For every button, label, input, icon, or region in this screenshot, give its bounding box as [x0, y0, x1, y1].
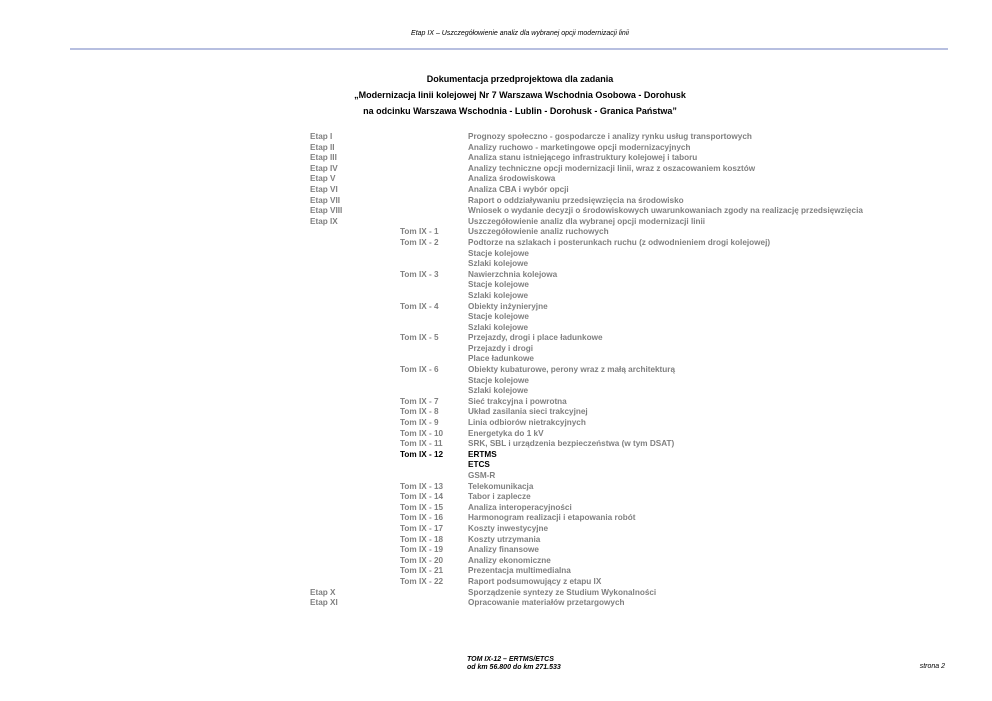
- list-item: [310, 365, 863, 376]
- list-item: [310, 164, 863, 175]
- volume-label: Tom IX - 8: [400, 407, 439, 417]
- list-item: [310, 206, 863, 217]
- list-item: [310, 323, 863, 334]
- item-title: Stacje kolejowe: [468, 248, 529, 258]
- stage-label: [310, 418, 400, 429]
- list-item: [310, 344, 863, 355]
- volume-label: [400, 249, 468, 260]
- item-title: Prognozy społeczno - gospodarcze i analizy rynku usług transportowych: [468, 132, 752, 141]
- list-item: [310, 407, 863, 418]
- volume-label: [400, 185, 468, 196]
- item-title: Analiza CBA i wybór opcji: [468, 184, 569, 194]
- list-item: [310, 185, 863, 196]
- volume-label: [400, 588, 468, 599]
- volume-label: [400, 217, 468, 228]
- volume-label: [400, 312, 468, 323]
- item-title: Stacje kolejowe: [468, 280, 529, 290]
- item-title: Analizy ruchowo - marketingowe opcji modernizacyjnych: [468, 142, 691, 152]
- stage-label: Etap V: [310, 174, 336, 184]
- title-line-2: „Modernizacja linii kolejowej Nr 7 Warszawa Wschodnia Osobowa - Dorohusk: [354, 90, 686, 100]
- item-title: Raport podsumowujący z etapu IX: [468, 576, 602, 586]
- list-item: [310, 143, 863, 154]
- item-title: Układ zasilania sieci trakcyjnej: [468, 407, 588, 417]
- item-title: Szlaki kolejowe: [468, 322, 529, 332]
- item-title: Analizy finansowe: [468, 545, 539, 555]
- stage-label: [310, 460, 400, 471]
- list-item: [310, 450, 863, 461]
- list-item: [310, 598, 863, 609]
- item-title: Tabor i zaplecze: [468, 492, 531, 502]
- item-title: Uszczegółowienie analiz dla wybranej opcji modernizacji linii: [468, 216, 706, 226]
- stage-label: [310, 386, 400, 397]
- volume-label: [400, 471, 468, 482]
- volume-label: Tom IX - 11: [400, 439, 443, 449]
- volume-label: Tom IX - 2: [400, 237, 439, 247]
- item-title: Linia odbiorów nietrakcyjnych: [468, 418, 586, 428]
- list-item: [310, 556, 863, 567]
- list-item: [310, 238, 863, 249]
- list-item: [310, 524, 863, 535]
- volume-label: [400, 291, 468, 302]
- volume-label: Tom IX - 13: [400, 481, 444, 491]
- volume-label: Tom IX - 15: [400, 502, 444, 512]
- list-item: [310, 577, 863, 588]
- volume-label: Tom IX - 19: [400, 545, 444, 555]
- stage-label: [310, 291, 400, 302]
- list-item: [310, 333, 863, 344]
- list-item: [310, 196, 863, 207]
- stage-label: [310, 535, 400, 546]
- list-item: [310, 354, 863, 365]
- list-item: [310, 302, 863, 313]
- item-title: Szlaki kolejowe: [468, 386, 529, 396]
- list-item: [310, 386, 863, 397]
- stage-label: [310, 450, 400, 461]
- item-title: ERTMS: [468, 449, 497, 459]
- list-item: [310, 312, 863, 323]
- list-item: [310, 259, 863, 270]
- stage-label: [310, 302, 400, 313]
- stage-label: Etap II: [310, 142, 335, 152]
- volume-label: Tom IX - 10: [400, 428, 444, 438]
- volume-label: Tom IX - 3: [400, 269, 439, 279]
- stage-label: [310, 323, 400, 334]
- item-title: Telekomunikacja: [468, 481, 534, 491]
- list-item: [310, 503, 863, 514]
- item-title: Analiza interoperacyjności: [468, 502, 572, 512]
- stage-label: [310, 333, 400, 344]
- stage-label: [310, 471, 400, 482]
- volume-label: Tom IX - 7: [400, 396, 439, 406]
- item-title: Analizy ekonomiczne: [468, 555, 551, 565]
- stage-label: Etap IV: [310, 163, 338, 173]
- stage-label: [310, 354, 400, 365]
- stage-label: [310, 577, 400, 588]
- item-title: Obiekty kubaturowe, perony wraz z małą architekturą: [468, 365, 676, 375]
- list-item: [310, 535, 863, 546]
- item-title: Prezentacja multimedialna: [468, 566, 571, 576]
- item-title: Opracowanie materiałów przetargowych: [468, 598, 625, 608]
- list-item: [310, 217, 863, 228]
- stage-label: [310, 556, 400, 567]
- footer-info: [467, 656, 561, 672]
- stage-label: [310, 238, 400, 249]
- volume-label: [400, 280, 468, 291]
- list-item: [310, 270, 863, 281]
- list-item: [310, 429, 863, 440]
- stage-label: [310, 429, 400, 440]
- volume-label: [400, 206, 468, 217]
- item-title: Sieć trakcyjna i powrotna: [468, 396, 567, 406]
- stage-label: [310, 280, 400, 291]
- stage-label: [310, 566, 400, 577]
- volume-label: Tom IX - 17: [400, 523, 444, 533]
- item-title: Stacje kolejowe: [468, 375, 529, 385]
- volume-label: Tom IX - 14: [400, 492, 444, 502]
- volume-label: Tom IX - 16: [400, 513, 444, 523]
- item-title: Koszty utrzymania: [468, 534, 541, 544]
- list-item: [310, 513, 863, 524]
- stage-label: [310, 524, 400, 535]
- list-item: [310, 132, 863, 143]
- volume-label: [400, 598, 468, 609]
- volume-label: Tom IX - 6: [400, 365, 439, 375]
- item-title: Przejazdy i drogi: [468, 343, 534, 353]
- list-item: [310, 280, 863, 291]
- list-item: [310, 174, 863, 185]
- stage-label: [310, 503, 400, 514]
- volume-label: [400, 259, 468, 270]
- item-title: Analiza stanu istniejącego infrastruktury kolejowej i taboru: [468, 153, 698, 163]
- volume-label: Tom IX - 9: [400, 418, 439, 428]
- stage-label: [310, 227, 400, 238]
- volume-label: [400, 174, 468, 185]
- item-title: Podtorze na szlakach i posterunkach ruchu (z odwodnieniem drogi kolejowej): [468, 237, 771, 247]
- item-title: SRK, SBL i urządzenia bezpieczeństwa (w tym DSAT): [468, 439, 675, 449]
- footer-km-range: od km 56.800 do km 271.533: [467, 664, 561, 671]
- list-item: [310, 397, 863, 408]
- volume-label: Tom IX - 1: [400, 227, 439, 237]
- stage-label: [310, 270, 400, 281]
- item-title: Analizy techniczne opcji modernizacji linii, wraz z oszacowaniem kosztów: [468, 163, 756, 173]
- list-item: [310, 376, 863, 387]
- volume-label: Tom IX - 5: [400, 333, 439, 343]
- volume-label: [400, 344, 468, 355]
- stage-label: [310, 492, 400, 503]
- item-title: Raport o oddziaływaniu przedsięwzięcia na środowisko: [468, 195, 684, 205]
- stage-label: Etap VIII: [310, 206, 343, 216]
- contents-list: [310, 132, 863, 609]
- stage-label: Etap IX: [310, 216, 338, 226]
- item-title: Stacje kolejowe: [468, 312, 529, 322]
- volume-label: [400, 354, 468, 365]
- list-item: [310, 471, 863, 482]
- item-title: Koszty inwestycyjne: [468, 523, 549, 533]
- stage-label: Etap VI: [310, 184, 338, 194]
- stage-label: [310, 482, 400, 493]
- volume-label: Tom IX - 21: [400, 566, 444, 576]
- stage-label: Etap III: [310, 153, 337, 163]
- stage-label: [310, 365, 400, 376]
- item-title: Harmonogram realizacji i etapowania robót: [468, 513, 636, 523]
- volume-label: [400, 460, 468, 471]
- title-line-1: Dokumentacja przedprojektowa dla zadania: [426, 74, 614, 84]
- item-title: ETCS: [468, 460, 490, 470]
- volume-label: Tom IX - 18: [400, 534, 444, 544]
- stage-label: [310, 312, 400, 323]
- stage-label: Etap X: [310, 587, 336, 597]
- list-item: [310, 439, 863, 450]
- stage-label: Etap XI: [310, 598, 338, 608]
- item-title: Przejazdy, drogi i place ładunkowe: [468, 333, 603, 343]
- running-header: Etap IX – Uszczegółowienie analiz dla wybranej opcji modernizacji linii: [411, 30, 629, 37]
- list-item: [310, 227, 863, 238]
- item-title: Analiza środowiskowa: [468, 174, 556, 184]
- stage-label: [310, 513, 400, 524]
- stage-label: Etap VII: [310, 195, 341, 205]
- volume-label: Tom IX - 22: [400, 576, 444, 586]
- stage-label: [310, 397, 400, 408]
- item-title: GSM-R: [468, 471, 496, 480]
- item-title: Obiekty inżynieryjne: [468, 301, 548, 311]
- stage-label: [310, 439, 400, 450]
- volume-label: [400, 376, 468, 387]
- item-title: Nawierzchnia kolejowa: [468, 269, 558, 279]
- volume-label: Tom IX - 12: [400, 449, 444, 459]
- volume-label: Tom IX - 4: [400, 301, 439, 311]
- title-line-3: na odcinku Warszawa Wschodnia - Lublin - Dorohusk - Granica Państwa”: [363, 106, 677, 116]
- footer-volume: TOM IX-12 – ERTMS/ETCS: [467, 656, 554, 663]
- list-item: [310, 588, 863, 599]
- list-item: [310, 566, 863, 577]
- item-title: Energetyka do 1 kV: [468, 428, 544, 438]
- item-title: Sporządzenie syntezy ze Studium Wykonalności: [468, 587, 657, 597]
- stage-label: [310, 249, 400, 260]
- header-rule: [70, 48, 948, 50]
- item-title: Szlaki kolejowe: [468, 290, 529, 300]
- list-item: [310, 249, 863, 260]
- volume-label: [400, 164, 468, 175]
- page-number: strona 2: [919, 663, 945, 670]
- volume-label: [400, 323, 468, 334]
- volume-label: [400, 132, 468, 143]
- list-item: [310, 153, 863, 164]
- item-title: Place ładunkowe: [468, 354, 534, 364]
- stage-label: [310, 545, 400, 556]
- volume-label: [400, 196, 468, 207]
- item-title: Wniosek o wydanie decyzji o środowiskowych uwarunkowaniach zgody na realizację przedsięwzięcia: [468, 206, 863, 216]
- stage-label: [310, 259, 400, 270]
- item-title: Szlaki kolejowe: [468, 259, 529, 269]
- stage-label: Etap I: [310, 132, 333, 141]
- volume-label: [400, 386, 468, 397]
- list-item: [310, 460, 863, 471]
- list-item: [310, 482, 863, 493]
- stage-label: [310, 407, 400, 418]
- document-title: [0, 71, 992, 119]
- list-item: [310, 545, 863, 556]
- stage-label: [310, 376, 400, 387]
- volume-label: [400, 143, 468, 154]
- list-item: [310, 291, 863, 302]
- volume-label: [400, 153, 468, 164]
- volume-label: Tom IX - 20: [400, 555, 444, 565]
- stage-label: [310, 344, 400, 355]
- list-item: [310, 492, 863, 503]
- item-title: Uszczegółowienie analiz ruchowych: [468, 227, 609, 237]
- list-item: [310, 418, 863, 429]
